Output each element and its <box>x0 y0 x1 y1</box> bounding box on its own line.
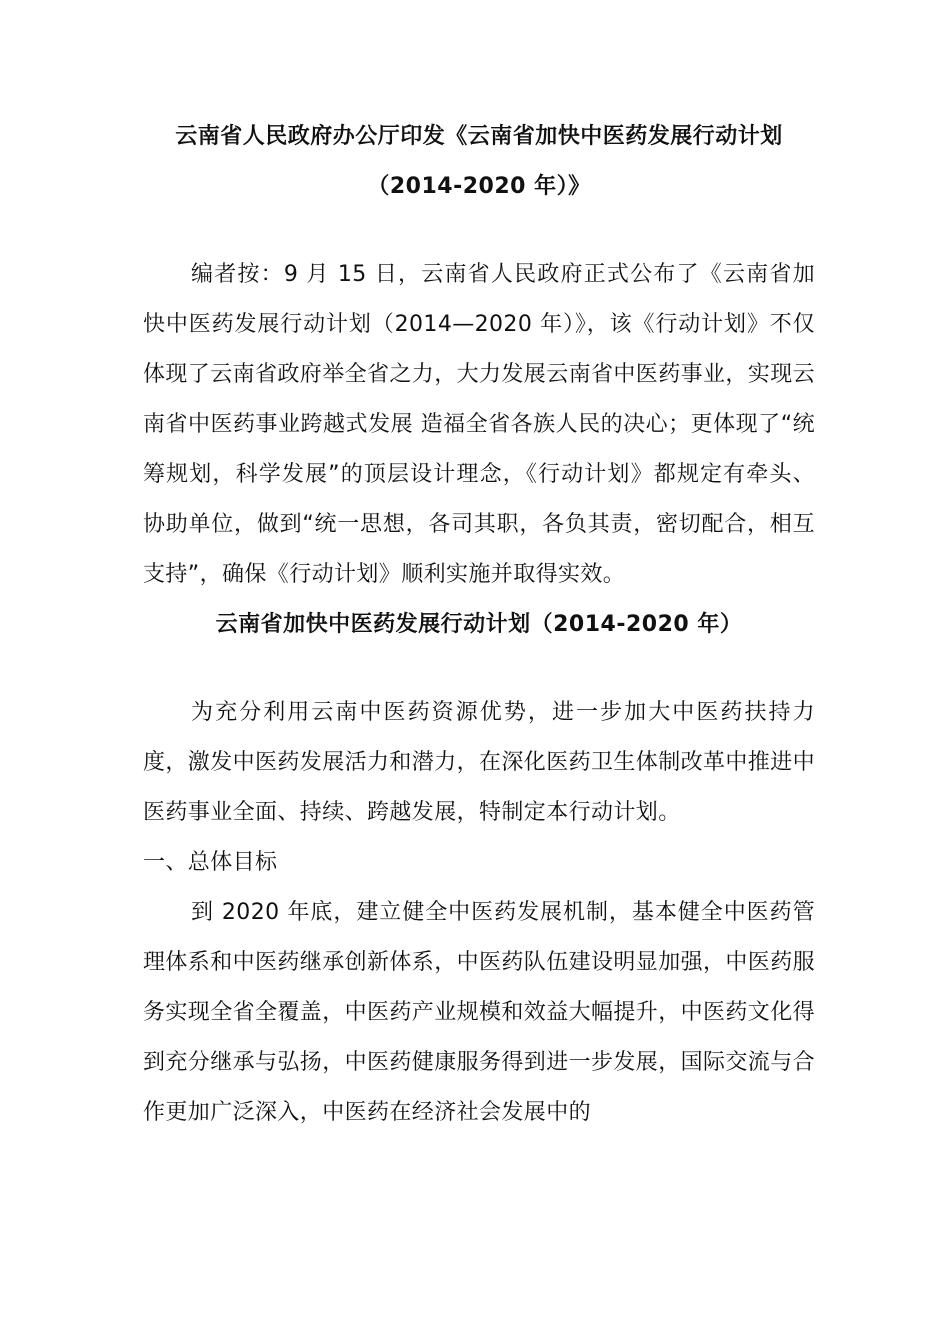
section-body-overall-goals: 到 2020 年底，建立健全中医药发展机制，基本健全中医药管理体系和中医药继承创新体系，中医药队伍建设明显加强，中医药服务实现全省全覆盖，中医药产业规模和效益大幅提升，中医药文化得到充分继承与弘扬，中医药健康服务得到进一步发展，国际交流与合作更加广泛深入，中医药在经济社会发展中的 <box>143 900 816 1125</box>
section-heading-overall-goals: 一、总体目标 <box>143 850 278 875</box>
spacer <box>143 650 815 688</box>
document-title-line-2: （2014-2020 年）》 <box>367 174 591 199</box>
document-body <box>143 112 815 1138</box>
document-title-line-1: 云南省人民政府办公厅印发《云南省加快中医药发展行动计划 <box>175 124 783 149</box>
spacer <box>143 212 815 250</box>
plan-subtitle: 云南省加快中医药发展行动计划（2014-2020 年） <box>215 612 743 637</box>
editor-note-paragraph: 编者按：9 月 15 日，云南省人民政府正式公布了《云南省加快中医药发展行动计划（2014—2020 年）》，该《行动计划》不仅体现了云南省政府举全省之力，大力发展云南省中医药事业，实现云南省中医药事业跨越式发展 造福全省各族人民的决心；更体现了“统筹规划，科学发展”的顶层设计理念，《行动计划》都规定有牵头、协助单位，做到“统一思想，各司其职，各负其责，密切配合，相互支持”，确保《行动计划》顺利实施并取得实效。 <box>143 262 816 587</box>
document-title <box>143 112 815 212</box>
intro-paragraph: 为充分利用云南中医药资源优势，进一步加大中医药扶持力度，激发中医药发展活力和潜力，在深化医药卫生体制改革中推进中医药事业全面、持续、跨越发展，特制定本行动计划。 <box>143 700 816 825</box>
